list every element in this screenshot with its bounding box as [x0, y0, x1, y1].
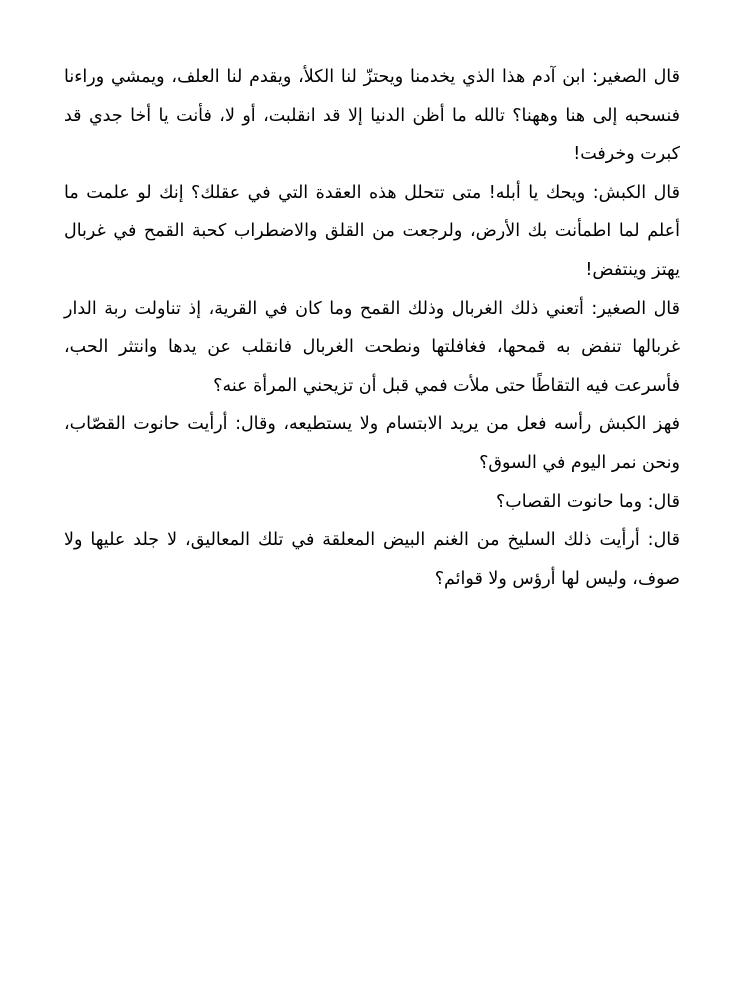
- document-page: [64, 58, 680, 598]
- paragraph-2: قال الكبش: ويحك يا أبله! متى تتحلل هذه العقدة التي في عقلك؟ إنك لو علمت ما أعلم لما اطمأنت بك الأرض، ولرجعت من القلق والاضطراب كحبة القمح في غربال يهتز وينتفض!: [64, 182, 680, 280]
- paragraph-4: فهز الكبش رأسه فعل من يريد الابتسام ولا يستطيعه، وقال: أرأيت حانوت القصّاب، ونحن نمر اليوم في السوق؟: [64, 414, 680, 473]
- paragraph-6: قال: أرأيت ذلك السليخ من الغنم البيض المعلقة في تلك المعاليق، لا جلد عليها ولا صوف، وليس لها أرؤس ولا قوائم؟: [64, 530, 680, 589]
- paragraph-5: قال: وما حانوت القصاب؟: [495, 491, 680, 512]
- paragraph-1: قال الصغير: ابن آدم هذا الذي يخدمنا ويحتزّ لنا الكلأ، ويقدم لنا العلف، ويمشي وراءنا فنسحبه إلى هنا وههنا؟ تالله ما أظن الدنيا إلا قد انقلبت، أو لا، فأنت يا أخا جدي قد كبرت وخرفت!: [64, 67, 680, 165]
- paragraph-3: قال الصغير: أتعني ذلك الغربال وذلك القمح وما كان في القرية، إذ تناولت ربة الدار غربالها تنفض به قمحها، فغافلتها ونطحت الغربال فانقلب عن يدها وانتثر الحب، فأسرعت فيه التقاطًا حتى ملأت فمي قبل أن تزيحني المرأة عنه؟: [64, 298, 680, 396]
